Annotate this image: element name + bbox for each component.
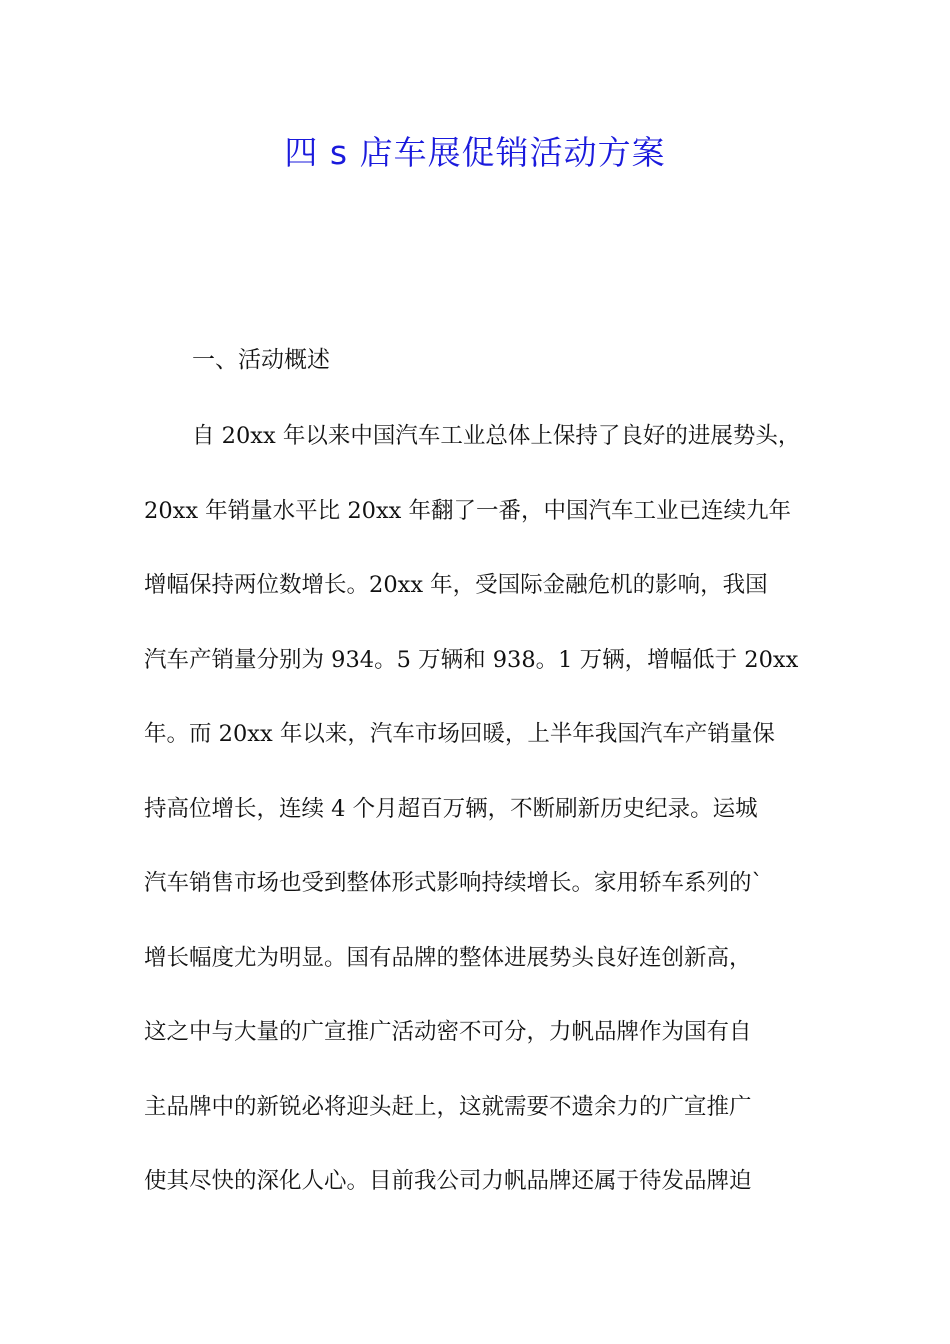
paragraph-line: 增幅保持两位数增长。20xx 年，受国际金融危机的影响，我国 (144, 572, 768, 598)
paragraph-line: 持高位增长，连续 4 个月超百万辆，不断刷新历史纪录。运城 (144, 795, 758, 822)
document-title: 四 s 店车展促销活动方案 (284, 133, 666, 172)
paragraph-line: 主品牌中的新锐必将迎头赶上，这就需要不遗余力的广宣推广 (144, 1093, 752, 1120)
paragraph-line: 汽车产销量分别为 934。5 万辆和 938。1 万辆，增幅低于 20xx (144, 646, 799, 673)
body-paragraph (144, 406, 812, 1226)
paragraph-line: 汽车销售市场也受到整体形式影响持续增长。家用轿车系列的` (144, 870, 763, 896)
paragraph-line: 年。而 20xx 年以来，汽车市场回暖，上半年我国汽车产销量保 (144, 721, 775, 747)
section-heading: 一、活动概述 (192, 347, 330, 373)
paragraph-line: 使其尽快的深化人心。目前我公司力帆品牌还属于待发品牌迫 (144, 1168, 752, 1194)
paragraph-line: 增长幅度尤为明显。国有品牌的整体进展势头良好连创新高， (144, 944, 752, 971)
paragraph-line: 自 20xx 年以来中国汽车工业总体上保持了良好的进展势头， (192, 423, 801, 449)
paragraph-line: 这之中与大量的广宣推广活动密不可分，力帆品牌作为国有自 (144, 1019, 752, 1045)
paragraph-line: 20xx 年销量水平比 20xx 年翻了一番，中国汽车工业已连续九年 (144, 497, 791, 524)
